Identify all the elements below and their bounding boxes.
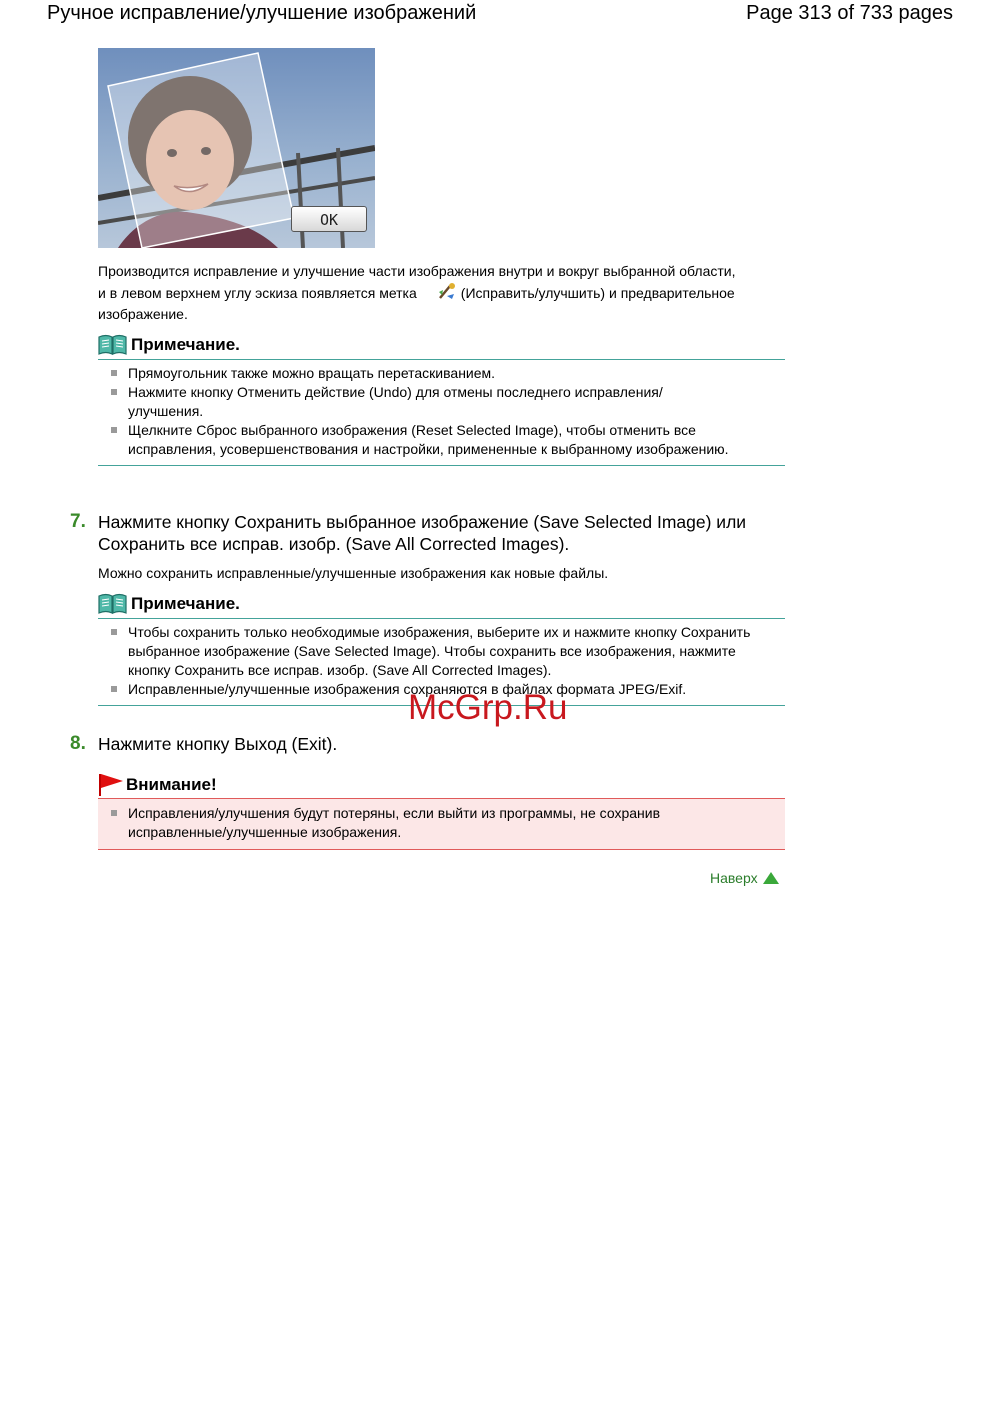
up-arrow-icon <box>762 871 780 885</box>
step-text: Нажмите кнопку Выход (Exit). <box>98 734 338 754</box>
page-number: Page 313 of 733 pages <box>746 2 953 24</box>
caution-box <box>98 772 785 850</box>
book-icon <box>98 593 127 615</box>
step-8 <box>70 733 790 759</box>
back-to-top-label: Наверх <box>710 870 758 886</box>
page-header <box>0 0 1000 30</box>
watermark: McGrp.Ru <box>408 688 568 727</box>
step-number: 8. <box>70 733 86 754</box>
correct-enhance-icon <box>437 282 457 300</box>
caution-header <box>98 772 785 799</box>
list-item: Щелкните Сброс выбранного изображения (Reset Selected Image), чтобы отменить все исправления, усовершенствования и настройки, примененные к выбранному изображению. <box>98 421 785 459</box>
list-item: Исправления/улучшения будут потеряны, если выйти из программы, не сохранив исправленные/улучшенные изображения. <box>98 804 785 842</box>
note-list <box>98 360 785 466</box>
list-item: Прямоугольник также можно вращать перетаскиванием. <box>98 364 785 383</box>
note-title: Примечание. <box>131 335 240 354</box>
preview-screenshot <box>98 48 375 248</box>
step-text: Нажмите кнопку Сохранить выбранное изображение (Save Selected Image) или Сохранить все исправ. изобр. (Save All Corrected Images). <box>98 512 747 554</box>
caution-title: Внимание! <box>126 775 217 794</box>
note-header <box>98 592 785 619</box>
intro-paragraph <box>98 261 738 325</box>
red-flag-icon <box>98 773 124 797</box>
ok-button[interactable]: OK <box>291 206 367 232</box>
back-to-top-link[interactable] <box>710 870 780 886</box>
list-item: Исправленные/улучшенные изображения сохраняются в файлах формата JPEG/Exif. <box>98 680 785 699</box>
step-7-description: Можно сохранить исправленные/улучшенные изображения как новые файлы. <box>98 565 609 581</box>
note-box-1 <box>98 333 785 466</box>
caution-body <box>98 799 785 850</box>
intro-text-after: (Исправить/улучшить) и предварительное изображение. <box>98 285 735 322</box>
list-item: Чтобы сохранить только необходимые изображения, выберите их и нажмите кнопку Сохранить выбранное изображение (Save Selected Image). Чтобы сохранить все изображения, нажмите кнопку Сохранить все исправ. изобр. (Save All Corrected Images). <box>98 623 785 680</box>
list-item: Нажмите кнопку Отменить действие (Undo) для отмены последнего исправления/улучшения. <box>98 383 785 421</box>
note-title: Примечание. <box>131 594 240 613</box>
step-number: 7. <box>70 511 86 532</box>
page-title: Ручное исправление/улучшение изображений <box>47 2 477 24</box>
caution-list <box>98 799 785 849</box>
book-icon <box>98 334 127 356</box>
note-header <box>98 333 785 360</box>
step-7 <box>70 511 790 561</box>
intro-text-before: Производится исправление и улучшение части изображения внутри и вокруг выбранной области, и в левом верхнем углу эскиза появляется метка <box>98 263 736 301</box>
